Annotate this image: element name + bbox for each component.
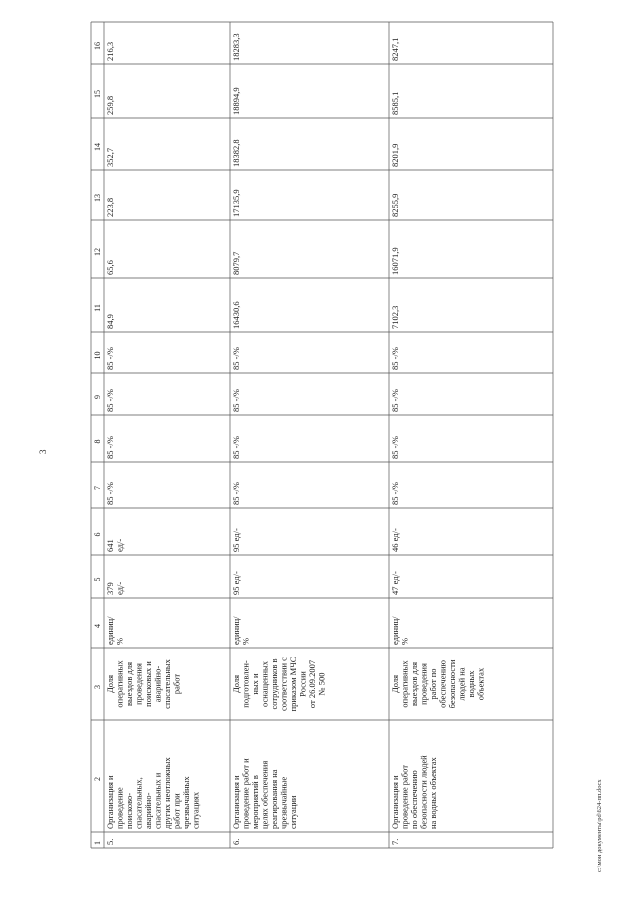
row-1-col-11: 84,9 [105, 314, 115, 329]
row-3-col-10: 85 -/% [390, 347, 400, 370]
row-3-col-4: единиц/% [390, 616, 410, 645]
header-col-3: 3 [93, 685, 102, 689]
row-3-col-7: 85 -/% [390, 482, 400, 505]
row-1-col-16: 216,3 [105, 41, 115, 61]
header-col-16: 16 [93, 42, 102, 50]
header-col-6: 6 [93, 532, 102, 537]
header-col-11: 11 [93, 304, 102, 312]
row-3-col-11: 7102,3 [390, 305, 400, 329]
row-2-col-2: Организация ипроведение работ имероприятий вцелях обеспеченияреагирования начрезвычайныеситуации [231, 758, 299, 829]
row-3-col-9: 85 -/% [390, 389, 400, 412]
row-3-col-6: 46 ед/- [390, 528, 400, 552]
header-col-9: 9 [93, 395, 102, 399]
row-3-col-2: Организация ипроведение работпо обеспечениюбезопасности людейна водных объектах [390, 755, 439, 829]
footer-file-path: c:\мои документы\pd\624-пп.docx [596, 779, 603, 872]
row-2-col-4: единиц/% [231, 616, 251, 645]
row-1-col-6: 641ед/- [105, 538, 125, 552]
row-1-col-5: 379ед/- [105, 581, 125, 595]
row-3-col-3: Доляоперативныхвыездов дляпроведенияработ пообеспечениюбезопасностилюдей наводныхобъектах [390, 659, 486, 709]
row-3-col-16: 8247,1 [390, 37, 400, 61]
header-col-8: 8 [93, 439, 102, 444]
row-2-col-8: 85 -/% [231, 436, 241, 459]
header-col-7: 7 [93, 486, 102, 490]
row-2-col-3: Доляподготовлен-ных иоснащенныхсотрудников всоответствии сприказом МЧСРоссииот 26.09.2007№ 500 [231, 656, 327, 712]
row-1-col-15: 259,8 [105, 95, 115, 115]
row-2-col-12: 8079,7 [231, 251, 241, 275]
row-3-col-15: 8585,1 [390, 91, 400, 115]
row-1-col-14: 352,7 [105, 147, 115, 167]
row-1-col-10: 85 -/% [105, 347, 115, 370]
row-2-col-13: 17135,9 [231, 189, 241, 217]
header-col-13: 13 [93, 194, 102, 202]
row-1-col-7: 85 -/% [105, 482, 115, 505]
header-col-1: 1 [93, 841, 102, 845]
row-2-col-5: 95 ед/- [231, 571, 241, 595]
row-2-col-16: 18283,3 [231, 33, 241, 61]
row-2-col-6: 95 ед/- [231, 528, 241, 552]
row-1-col-13: 223,8 [105, 197, 115, 217]
page-number: 3 [38, 449, 48, 454]
row-1-col-2: Организация ипроведениепоисково-спасательных,аварийно-спасательных идругих неотложныхработ причрезвычайныхситуациях [105, 757, 201, 829]
row-1-col-9: 85 -/% [105, 389, 115, 412]
row-3-col-1: 7. [390, 838, 400, 845]
row-3-col-13: 8255,9 [390, 193, 400, 217]
row-2-col-11: 16430,6 [231, 301, 241, 329]
row-1-col-3: Доляоперативныхвыездов дляпроведенияпоисковых иаварийно-спасательныхработ [105, 659, 182, 709]
header-col-10: 10 [93, 351, 102, 360]
row-3-col-8: 85 -/% [390, 436, 400, 459]
header-col-4: 4 [93, 624, 102, 628]
row-3-col-14: 8201,9 [390, 143, 400, 167]
header-col-5: 5 [93, 577, 102, 582]
row-1-col-8: 85 -/% [105, 436, 115, 459]
row-1-col-1: 5. [105, 838, 115, 845]
header-col-14: 14 [93, 143, 102, 151]
row-2-col-10: 85 -/% [231, 347, 241, 370]
row-3-col-12: 16071,9 [390, 247, 400, 275]
row-2-col-7: 85 -/% [231, 482, 241, 505]
row-1-col-4: единиц/% [105, 616, 125, 645]
row-2-col-15: 18894,9 [231, 87, 241, 115]
row-2-col-14: 18382,8 [231, 139, 241, 167]
row-2-col-1: 6. [231, 838, 241, 845]
row-1-col-12: 65,6 [105, 260, 115, 275]
header-col-15: 15 [93, 90, 102, 98]
header-col-12: 12 [93, 248, 102, 256]
row-3-col-5: 47 ед/- [390, 571, 400, 595]
header-col-2: 2 [93, 777, 102, 781]
row-2-col-9: 85 -/% [231, 389, 241, 412]
